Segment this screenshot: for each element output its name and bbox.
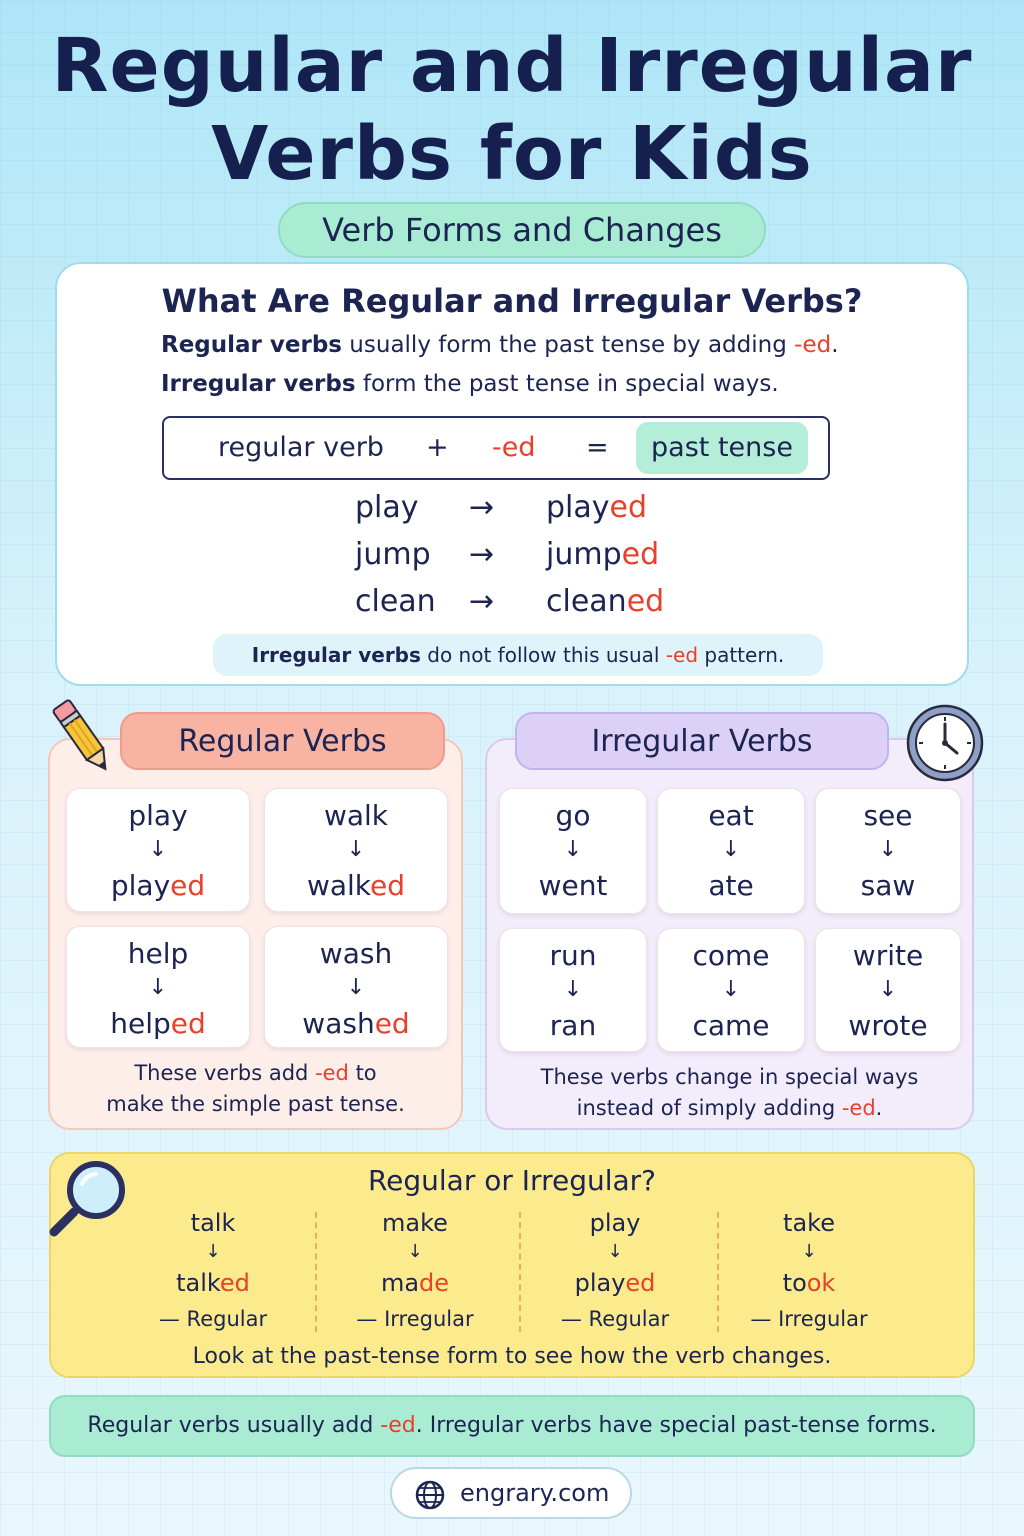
- example-arrow: →: [469, 537, 495, 572]
- formula-result: past tense: [636, 422, 808, 474]
- down-arrow-icon: ↓: [801, 1241, 817, 1262]
- verb-card: [499, 928, 647, 1052]
- verb-base: wash: [319, 937, 393, 970]
- title-line-2: Verbs for Kids: [211, 111, 813, 197]
- example-row: [57, 584, 967, 630]
- verb-base: see: [863, 799, 913, 832]
- quiz-note: Look at the past-tense form to see how the verb changes.: [192, 1344, 832, 1369]
- example-past: jumped: [546, 537, 660, 572]
- verb-past: saw: [860, 869, 916, 902]
- irregular-verbs-panel: [485, 738, 974, 1130]
- page-title: [0, 22, 1024, 198]
- irregular-definition: [161, 371, 779, 397]
- verb-base: eat: [708, 799, 754, 832]
- regular-verbs-title: Regular Verbs: [120, 712, 445, 770]
- summary-banner: Regular verbs usually add -ed. Irregular verbs have special past-tense forms.: [49, 1395, 975, 1457]
- verb-card: [264, 788, 448, 912]
- example-base: play: [355, 490, 419, 525]
- verb-base: help: [127, 937, 189, 970]
- regular-definition-suffix: -ed: [794, 332, 832, 358]
- verb-card: [264, 926, 448, 1048]
- irregular-definition-term: Irregular verbs: [161, 371, 356, 397]
- verb-base: come: [692, 939, 770, 972]
- example-past: cleaned: [546, 584, 665, 619]
- example-arrow: →: [469, 584, 495, 619]
- verb-base: go: [555, 799, 591, 832]
- down-arrow-icon: ↓: [407, 1241, 423, 1262]
- irregular-verbs-title: Irregular Verbs: [515, 712, 889, 770]
- verb-card: [499, 788, 647, 914]
- verb-past: helped: [110, 1007, 206, 1040]
- down-arrow-icon: ↓: [878, 977, 898, 1002]
- verb-past: washed: [302, 1007, 410, 1040]
- quiz-title: Regular or Irregular?: [367, 1164, 657, 1197]
- verb-base: write: [852, 939, 924, 972]
- verb-past: walked: [306, 869, 406, 902]
- clock-icon: [904, 702, 986, 784]
- formula-suffix: -ed: [492, 432, 536, 463]
- verb-past: came: [692, 1009, 770, 1042]
- verb-base: play: [128, 799, 188, 832]
- pattern-note: Irregular verbs do not follow this usual -ed pattern.: [213, 634, 823, 676]
- website-badge[interactable]: [390, 1467, 632, 1519]
- verb-card: [657, 928, 805, 1052]
- example-base: jump: [355, 537, 431, 572]
- down-arrow-icon: ↓: [148, 975, 168, 1000]
- quiz-item: talk ↓ talked — Regular: [113, 1206, 313, 1336]
- magnifying-glass-icon: [44, 1154, 132, 1242]
- formula-box: [162, 416, 830, 480]
- verb-past: ate: [708, 869, 754, 902]
- down-arrow-icon: ↓: [607, 1241, 623, 1262]
- down-arrow-icon: ↓: [563, 837, 583, 862]
- verb-card: [657, 788, 805, 914]
- verb-past: played: [110, 869, 206, 902]
- title-line-1: Regular and Irregular: [51, 23, 973, 109]
- down-arrow-icon: ↓: [346, 837, 366, 862]
- verb-past: wrote: [848, 1009, 928, 1042]
- verb-card: [66, 788, 250, 912]
- example-row: [57, 537, 967, 583]
- down-arrow-icon: ↓: [563, 977, 583, 1002]
- regular-definition-end: .: [831, 332, 839, 358]
- definition-heading: What Are Regular and Irregular Verbs?: [161, 282, 863, 320]
- down-arrow-icon: ↓: [346, 975, 366, 1000]
- verb-past: ran: [549, 1009, 597, 1042]
- down-arrow-icon: ↓: [721, 977, 741, 1002]
- regular-definition-term: Regular verbs: [161, 332, 342, 358]
- down-arrow-icon: ↓: [205, 1241, 221, 1262]
- pencil-icon: [48, 692, 118, 782]
- verb-card: [815, 928, 961, 1052]
- verb-past: went: [538, 869, 608, 902]
- website-text: engrary.com: [460, 1479, 610, 1507]
- verb-card: [66, 926, 250, 1048]
- quiz-panel: [49, 1152, 975, 1378]
- quiz-item: make ↓ made — Irregular: [315, 1206, 515, 1336]
- example-past: played: [546, 490, 648, 525]
- example-base: clean: [355, 584, 436, 619]
- regular-definition: [161, 332, 839, 358]
- example-arrow: →: [469, 490, 495, 525]
- verb-card: [815, 788, 961, 914]
- verb-base: walk: [323, 799, 389, 832]
- definition-card: [55, 262, 969, 686]
- formula-plus: +: [426, 432, 449, 463]
- down-arrow-icon: ↓: [148, 837, 168, 862]
- down-arrow-icon: ↓: [878, 837, 898, 862]
- regular-definition-text: usually form the past tense by adding: [342, 332, 795, 358]
- regular-verbs-panel: [48, 738, 463, 1130]
- example-row: [57, 490, 967, 536]
- verb-base: run: [549, 939, 597, 972]
- globe-icon: [414, 1479, 446, 1511]
- quiz-item: take ↓ took — Irregular: [709, 1206, 909, 1336]
- subtitle-pill: Verb Forms and Changes: [278, 202, 766, 258]
- formula-left: regular verb: [218, 432, 384, 463]
- formula-equals: =: [586, 432, 609, 463]
- irregular-definition-text: form the past tense in special ways.: [355, 371, 779, 397]
- regular-note: These verbs add -ed to make the simple past tense.: [106, 1061, 405, 1116]
- irregular-note: These verbs change in special ways instead of simply adding -ed.: [540, 1065, 919, 1120]
- quiz-item: play ↓ played — Regular: [515, 1206, 715, 1336]
- down-arrow-icon: ↓: [721, 837, 741, 862]
